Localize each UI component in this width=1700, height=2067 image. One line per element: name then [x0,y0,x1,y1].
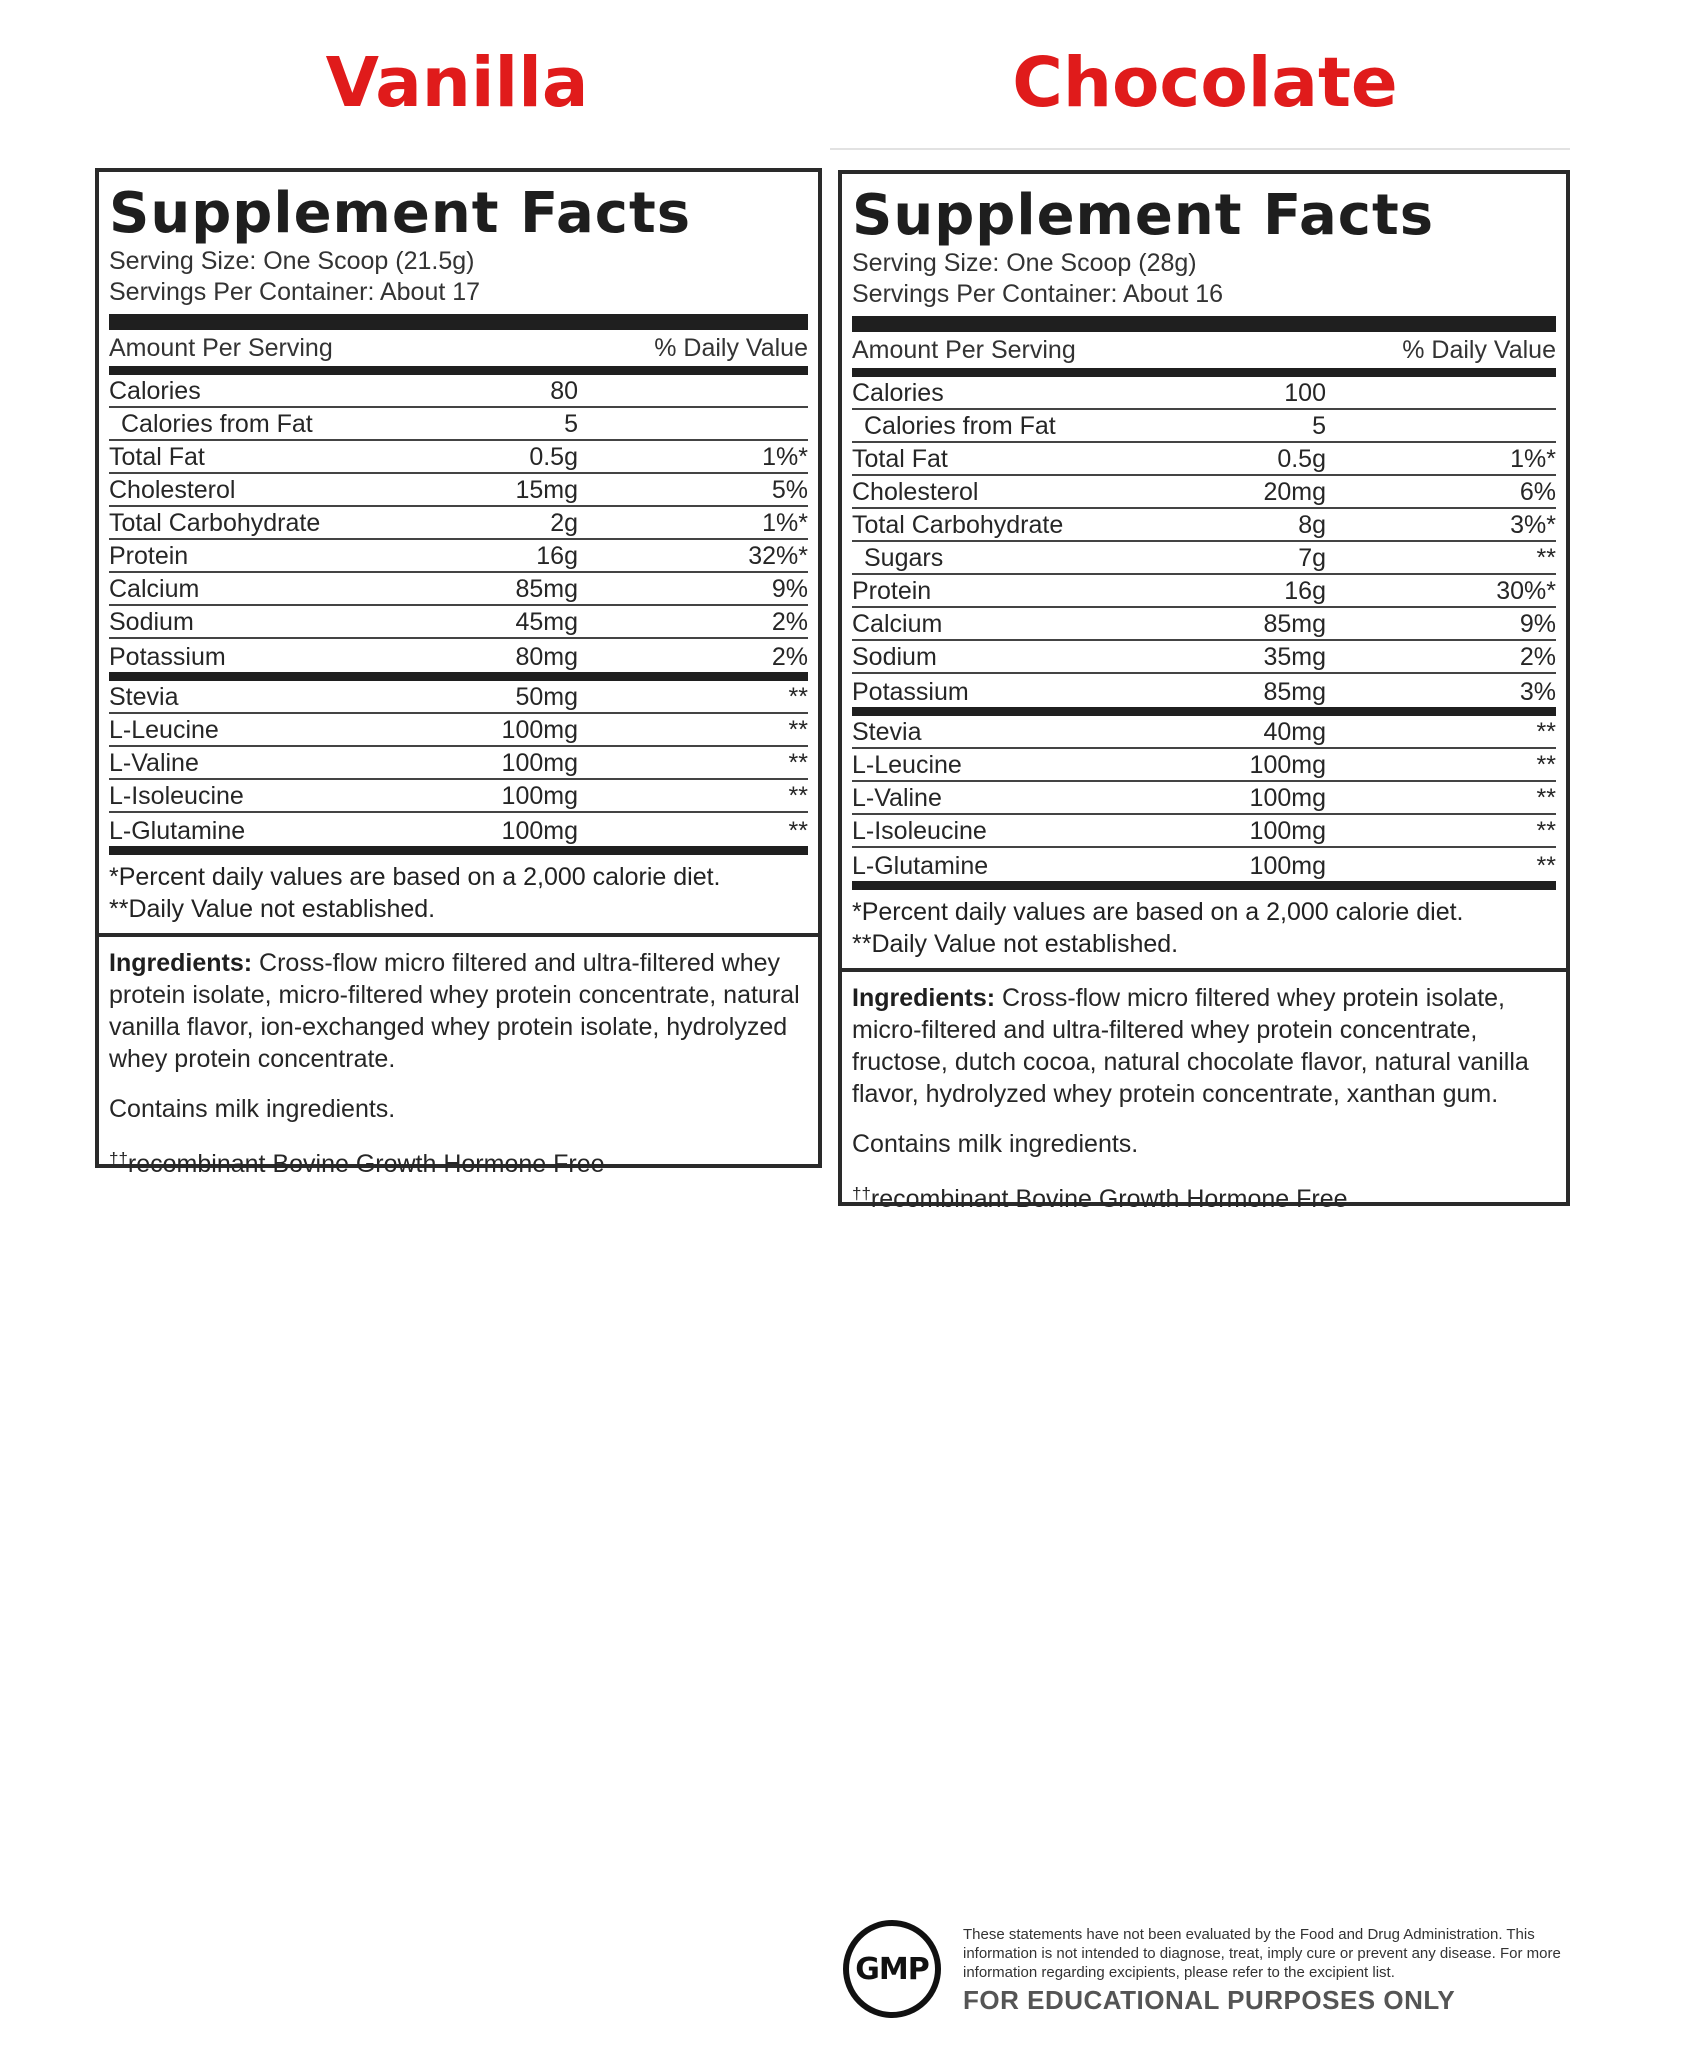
nutrient-amount: 5 [564,410,578,438]
nutrient-name: L-Leucine [852,751,962,779]
nutrient-row [109,474,808,507]
chocolate-title: Chocolate [1012,43,1398,123]
nutrient-row [852,848,1556,890]
nutrient-daily-value: ** [1536,544,1556,572]
allergen-note: Contains milk ingredients. [109,1095,396,1123]
ingredients-section [99,933,818,1198]
nutrient-amount: 100mg [501,749,578,777]
nutrient-daily-value: ** [788,683,808,711]
nutrient-row [852,542,1556,575]
ingredients-label: Ingredients: [109,949,253,977]
nutrient-amount: 100mg [501,782,578,810]
ingredients-list: Cross-flow micro filtered whey protein isolate, micro-filtered and ultra-filtered whey protein concentrate, fructose, dutch cocoa, natural chocolate flavor, natural vanilla flavor, hydrolyzed whey protein concentrate, xanthan gum. [852,984,1529,1108]
nutrient-name: L-Isoleucine [109,782,244,810]
rbgh-mark: †† [109,1149,128,1168]
footnote-dv: **Daily Value not established. [852,930,1179,958]
rbgh-text: recombinant Bovine Growth Hormone Free [870,1185,1348,1213]
amount-header: Amount Per Serving [852,336,1076,364]
nutrient-daily-value: 1%* [1510,445,1556,473]
nutrient-amount: 0.5g [529,443,578,471]
nutrient-name: Calcium [852,610,943,638]
nutrient-name: L-Leucine [109,716,219,744]
nutrient-daily-value: 1%* [762,443,808,471]
nutrient-row [109,540,808,573]
gmp-label: GMP [855,1951,929,1987]
facts-title: Supplement Facts [852,183,1435,248]
rbgh-mark: †† [852,1184,871,1203]
nutrient-daily-value: 5% [771,476,808,504]
nutrient-name: L-Isoleucine [852,817,987,845]
nutrient-row [852,716,1556,749]
chocolate-facts-panel [838,170,1570,1213]
footnote-dv: **Daily Value not established. [109,895,436,923]
nutrient-name: L-Valine [109,749,199,777]
facts-section [99,172,818,925]
nutrient-name: Cholesterol [109,476,236,504]
nutrient-amount: 5 [1312,412,1326,440]
nutrient-row [109,606,808,639]
nutrient-amount: 16g [1284,577,1326,605]
other-rows [852,716,1556,890]
nutrient-amount: 7g [1298,544,1326,572]
serving-size: Serving Size: One Scoop (28g) [852,249,1197,277]
nutrient-row [852,410,1556,443]
nutrient-amount: 100mg [501,817,578,845]
nutrient-amount: 2g [550,509,578,537]
nutrient-daily-value: 30%* [1496,577,1556,605]
allergen-note: Contains milk ingredients. [852,1130,1139,1158]
nutrient-name: Calories [109,377,201,405]
nutrient-row [852,476,1556,509]
nutrient-amount: 35mg [1263,643,1326,671]
nutrient-daily-value: 1%* [762,509,808,537]
footnotes [109,855,808,925]
rbgh-note [109,1143,808,1180]
nutrient-name: Calories from Fat [864,412,1056,440]
nutrient-name: Stevia [852,718,922,746]
rbgh-note [852,1178,1556,1215]
nutrient-amount: 85mg [515,575,578,603]
ingredients-text [852,982,1556,1110]
ingredients-section [842,968,1566,1233]
nutrient-row [109,375,808,408]
nutrient-name: Sugars [864,544,944,572]
nutrient-row [852,674,1556,716]
nutrient-daily-value: 32%* [748,542,808,570]
nutrient-daily-value: ** [788,716,808,744]
nutrient-row [852,641,1556,674]
nutrient-row [852,782,1556,815]
nutrient-name: L-Glutamine [109,817,246,845]
vanilla-title: Vanilla [325,43,589,123]
nutrient-daily-value: ** [1536,784,1556,812]
footnote-percent: *Percent daily values are based on a 2,000 calorie diet. [852,898,1464,926]
nutrient-name: Total Carbohydrate [852,511,1064,539]
nutrient-name: Potassium [852,678,969,706]
nutrient-amount: 16g [536,542,578,570]
nutrient-daily-value: 6% [1519,478,1556,506]
nutrient-name: Protein [109,542,189,570]
facts-header [852,332,1556,377]
facts-section [842,174,1566,960]
nutrient-daily-value: 9% [771,575,808,603]
nutrient-row [109,639,808,681]
ingredients-text [109,947,808,1075]
nutrient-amount: 40mg [1263,718,1326,746]
nutrient-row [852,749,1556,782]
nutrient-name: Calories [852,379,944,407]
dv-header: % Daily Value [1402,336,1556,364]
nutrient-row [109,747,808,780]
nutrient-amount: 45mg [515,608,578,636]
nutrient-amount: 85mg [1263,610,1326,638]
nutrient-name: Sodium [109,608,194,636]
nutrient-name: Potassium [109,643,226,671]
nutrient-row [852,443,1556,476]
nutrient-rows [852,377,1556,716]
nutrient-daily-value: 3%* [1510,511,1556,539]
nutrient-amount: 100 [1284,379,1326,407]
nutrient-row [852,377,1556,410]
gmp-seal-icon [843,1920,941,2018]
nutrient-row [109,813,808,855]
educational-notice: FOR EDUCATIONAL PURPOSES ONLY [963,1985,1456,2015]
other-rows [109,681,808,855]
nutrient-row [109,408,808,441]
nutrient-row [852,509,1556,542]
thick-rule [109,314,808,330]
nutrient-row [109,681,808,714]
nutrient-amount: 85mg [1263,678,1326,706]
facts-title: Supplement Facts [109,181,692,246]
serving-size: Serving Size: One Scoop (21.5g) [109,247,475,275]
nutrient-amount: 100mg [501,716,578,744]
nutrient-daily-value: 9% [1519,610,1556,638]
ingredients-list: Cross-flow micro filtered and ultra-filtered whey protein isolate, micro-filtered whey protein concentrate, natural vanilla flavor, ion-exchanged whey protein isolate, hydrolyzed whey protein concentrate. [109,949,800,1073]
dv-header: % Daily Value [654,334,808,362]
nutrient-daily-value: ** [1536,718,1556,746]
nutrient-amount: 8g [1298,511,1326,539]
nutrient-name: Calories from Fat [121,410,313,438]
nutrient-name: Stevia [109,683,179,711]
nutrient-amount: 100mg [1249,784,1326,812]
amount-header: Amount Per Serving [109,334,333,362]
nutrient-daily-value: ** [788,782,808,810]
vanilla-facts-panel [95,168,822,1178]
nutrient-daily-value: ** [1536,852,1556,880]
fda-disclaimer: These statements have not been evaluated by the Food and Drug Administration. This information is not intended to diagnose, treat, imply cure or prevent any disease. For more information regarding excipients, please refer to the excipient list. [963,1926,1561,1981]
nutrient-amount: 15mg [515,476,578,504]
nutrient-row [109,573,808,606]
servings-per-container: Servings Per Container: About 17 [109,278,481,306]
nutrient-name: Calcium [109,575,200,603]
servings-per-container: Servings Per Container: About 16 [852,280,1224,308]
nutrient-daily-value: ** [788,817,808,845]
nutrient-row [109,441,808,474]
nutrient-daily-value: ** [1536,817,1556,845]
footnotes [852,890,1556,960]
rbgh-text: recombinant Bovine Growth Hormone Free [127,1150,605,1178]
nutrient-name: Protein [852,577,932,605]
nutrient-amount: 80 [550,377,578,405]
nutrient-daily-value: ** [788,749,808,777]
facts-header [109,330,808,375]
nutrient-name: Total Fat [852,445,948,473]
nutrient-name: Sodium [852,643,937,671]
nutrient-amount: 0.5g [1277,445,1326,473]
divider [830,148,1570,150]
nutrient-row [109,780,808,813]
nutrient-amount: 100mg [1249,751,1326,779]
nutrient-daily-value: 2% [771,608,808,636]
nutrient-name: L-Glutamine [852,852,989,880]
nutrient-daily-value: 3% [1519,678,1556,706]
thick-rule [852,316,1556,332]
nutrient-name: L-Valine [852,784,942,812]
nutrient-row [852,815,1556,848]
nutrient-rows [109,375,808,681]
nutrient-daily-value: ** [1536,751,1556,779]
nutrient-row [109,507,808,540]
nutrient-amount: 50mg [515,683,578,711]
nutrient-name: Total Carbohydrate [109,509,321,537]
nutrient-amount: 80mg [515,643,578,671]
nutrient-amount: 20mg [1263,478,1326,506]
nutrient-amount: 100mg [1249,852,1326,880]
nutrient-row [109,714,808,747]
nutrient-daily-value: 2% [771,643,808,671]
nutrient-name: Cholesterol [852,478,979,506]
nutrient-row [852,575,1556,608]
ingredients-label: Ingredients: [852,984,996,1012]
nutrient-name: Total Fat [109,443,205,471]
nutrient-amount: 100mg [1249,817,1326,845]
footnote-percent: *Percent daily values are based on a 2,000 calorie diet. [109,863,721,891]
nutrient-daily-value: 2% [1519,643,1556,671]
nutrient-row [852,608,1556,641]
